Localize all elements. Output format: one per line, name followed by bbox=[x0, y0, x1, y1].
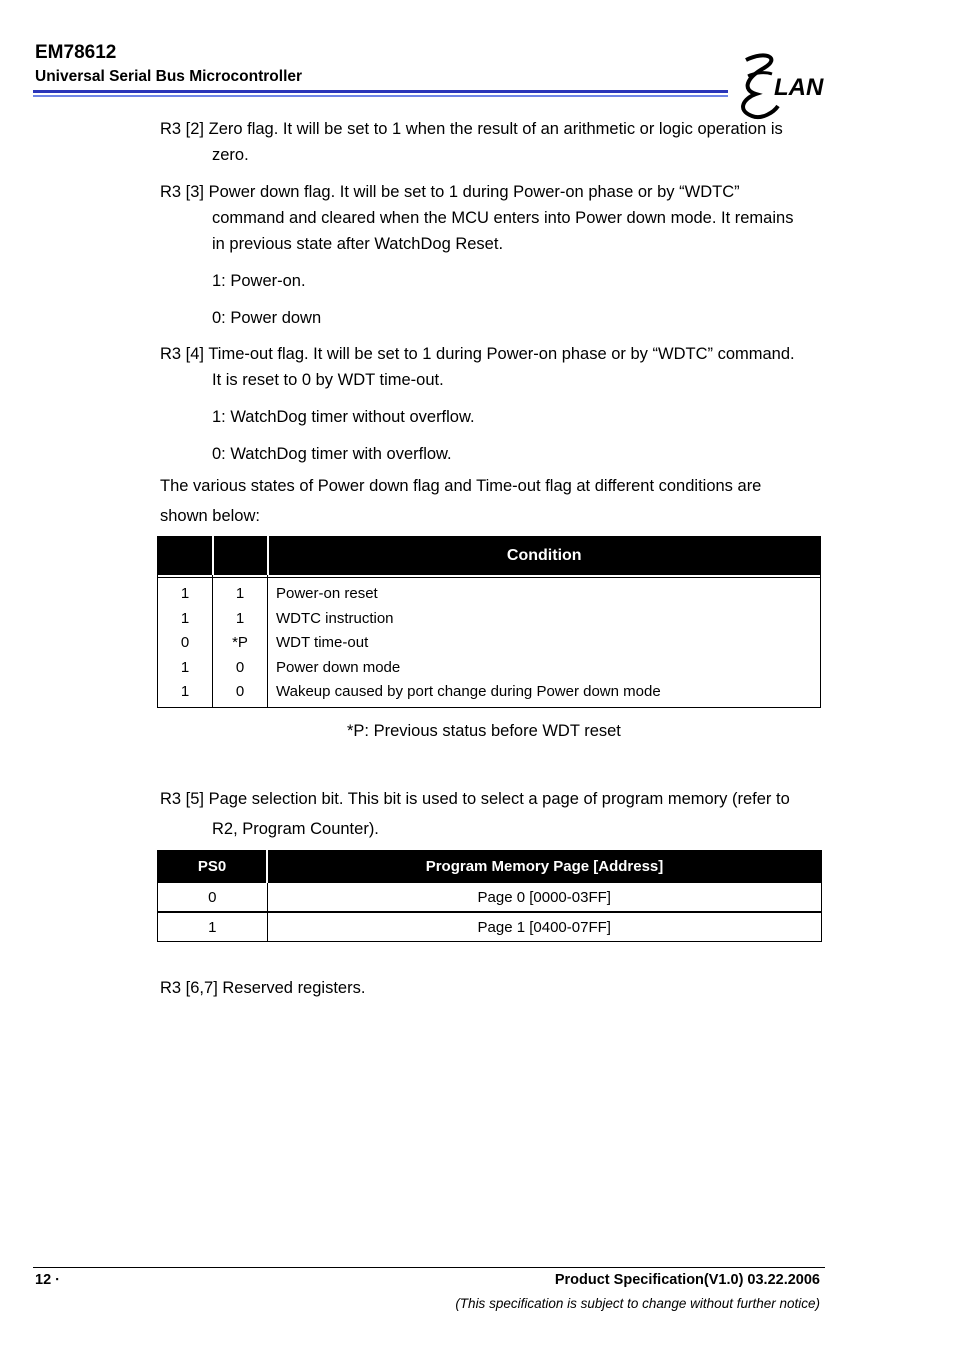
page-column-header: Program Memory Page [Address] bbox=[267, 851, 822, 883]
document-subtitle: Universal Serial Bus Microcontroller bbox=[35, 68, 303, 85]
flag-a-cell: 1 1 0 1 1 bbox=[158, 578, 213, 708]
document-title: EM78612 bbox=[35, 42, 117, 63]
flag-column-header-1 bbox=[158, 537, 213, 576]
table-footnote: *P: Previous status before WDT reset bbox=[347, 722, 621, 740]
table-row bbox=[158, 912, 822, 942]
flag-states-table bbox=[157, 536, 821, 708]
footer-notice: (This specification is subject to change without further notice) bbox=[455, 1296, 820, 1311]
header-rule-dark bbox=[33, 90, 728, 93]
table-row bbox=[158, 882, 822, 912]
ps0-cell: 0 bbox=[158, 882, 268, 912]
page-table-header-row bbox=[158, 851, 822, 883]
r3-2-line2: zero. bbox=[212, 146, 249, 164]
footer-spec: Product Specification(V1.0) 03.22.2006 bbox=[554, 1272, 820, 1288]
states-intro-line1: The various states of Power down flag and Time-out flag at different conditions are bbox=[160, 477, 762, 495]
r3-3-line3: in previous state after WatchDog Reset. bbox=[212, 235, 504, 253]
table-row bbox=[158, 578, 821, 708]
r3-2-line1: R3 [2] Zero flag. It will be set to 1 when the result of an arithmetic or logic operation is bbox=[160, 120, 783, 138]
r3-4-option-0: 0: WatchDog timer with overflow. bbox=[212, 445, 452, 463]
r3-3-line2: command and cleared when the MCU enters into Power down mode. It remains bbox=[212, 209, 794, 227]
page-cell: Page 0 [0000-03FF] bbox=[267, 882, 822, 912]
r3-4-line2: It is reset to 0 by WDT time-out. bbox=[212, 371, 444, 389]
r3-4-line1: R3 [4] Time-out flag. It will be set to 1 during Power-on phase or by “WDTC” command. bbox=[160, 345, 795, 363]
states-intro-line2: shown below: bbox=[160, 507, 260, 525]
ps0-column-header: PS0 bbox=[158, 851, 268, 883]
r3-3-option-1: 1: Power-on. bbox=[212, 272, 306, 290]
r3-5-line1: R3 [5] Page selection bit. This bit is used to select a page of program memory (refer to bbox=[160, 790, 790, 808]
program-memory-page-table bbox=[157, 850, 822, 942]
condition-column-header: Condition bbox=[268, 537, 821, 576]
page-number: 12 ∙ bbox=[35, 1272, 60, 1288]
flag-states-header-row bbox=[158, 537, 821, 576]
bullet-icon: ∙ bbox=[55, 1272, 60, 1288]
r3-5-line2: R2, Program Counter). bbox=[212, 820, 379, 838]
r3-3-line1: R3 [3] Power down flag. It will be set to 1 during Power-on phase or by “WDTC” bbox=[160, 183, 740, 201]
flag-b-cell: 1 1 *P 0 0 bbox=[213, 578, 268, 708]
r3-3-option-0: 0: Power down bbox=[212, 309, 322, 327]
ps0-cell: 1 bbox=[158, 912, 268, 942]
condition-cell: Power-on reset WDTC instruction WDT time-out Power down mode Wakeup caused by port change during Power down mode bbox=[276, 585, 661, 700]
elan-logo-icon bbox=[726, 50, 830, 122]
header-rule-light bbox=[33, 95, 728, 97]
flag-column-header-2 bbox=[213, 537, 268, 576]
footer-rule bbox=[33, 1267, 825, 1268]
page-cell: Page 1 [0400-07FF] bbox=[267, 912, 822, 942]
r3-4-option-1: 1: WatchDog timer without overflow. bbox=[212, 408, 475, 426]
logo-text: LAN bbox=[774, 74, 824, 101]
r3-6-7-text: R3 [6,7] Reserved registers. bbox=[160, 979, 366, 997]
